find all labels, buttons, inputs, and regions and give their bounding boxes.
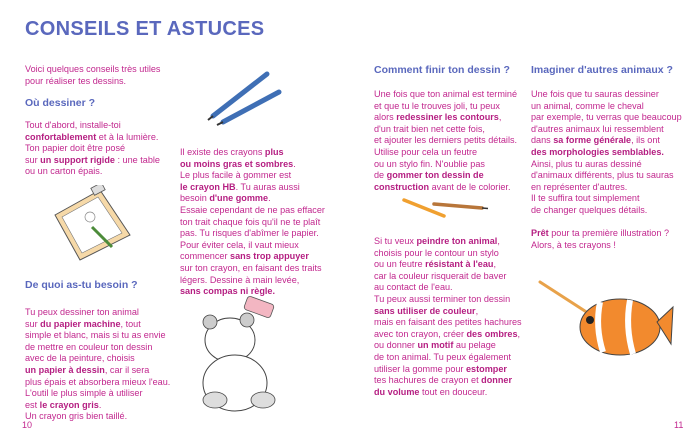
emphasis-text: des ombres — [466, 328, 518, 339]
emphasis-text: redessiner les contours — [396, 112, 499, 123]
emphasis-text: sa forme générale — [553, 135, 632, 146]
body-text: Tout d'abord, installe-toi — [25, 120, 121, 130]
emphasis-text: le crayon gris — [39, 399, 99, 410]
body-text: pour réaliser tes dessins. — [25, 75, 127, 86]
body-text: car la couleur risquerait de baver — [374, 270, 507, 281]
emphasis-text: peindre ton animal — [416, 236, 498, 246]
body-text: Voici quelques conseils très utiles — [25, 64, 161, 74]
body-text: tout en douceur. — [419, 386, 488, 397]
body-text: au contact de l'eau. — [374, 282, 453, 293]
body-text: , ils ont — [631, 135, 660, 146]
emphasis-text: gommer ton dessin de — [386, 170, 484, 181]
body-text: Une fois que tu sauras dessiner — [531, 89, 659, 99]
heading-besoin: De quoi as-tu besoin ? — [25, 279, 138, 291]
body-text: Ainsi, plus tu auras dessiné — [531, 158, 642, 169]
emphasis-text: plus — [264, 147, 284, 157]
heading-finir: Comment finir ton dessin ? — [374, 64, 510, 76]
emphasis-text: résistant à l'eau — [425, 259, 494, 270]
body-text: de — [374, 170, 387, 181]
body-text: Utilise pour cela un feutre — [374, 146, 478, 157]
body-text: sur — [25, 318, 41, 329]
body-text: ou un stylo fin. N'oublie pas — [374, 158, 485, 169]
body-text: ou un carton épais. — [25, 166, 103, 177]
emphasis-text: sans compas ni règle. — [180, 286, 276, 297]
body-text: alors — [374, 112, 397, 123]
body-text: un animal, comme le cheval — [531, 100, 644, 111]
emphasis-text: confortablement — [25, 131, 97, 142]
body-text: choisis pour le contour un stylo — [374, 247, 499, 258]
body-text: Ton papier doit être posé — [25, 143, 126, 154]
emphasis-text: un papier à dessin — [25, 364, 105, 375]
body-text: Pour éviter cela, il vaut mieux — [180, 239, 299, 250]
emphasis-text: du papier machine — [40, 318, 121, 329]
body-text: et à la lumière. — [96, 131, 159, 142]
body-text: et que tu le trouves joli, tu peux — [374, 100, 500, 111]
body-text: : une table — [114, 154, 160, 165]
body-text: est — [25, 399, 40, 410]
body-text: . — [293, 158, 296, 169]
body-text: sur ton crayon, en faisant des traits — [180, 262, 322, 273]
body-text: de mettre en couleur ton dessin — [25, 341, 153, 352]
body-text: avec ton crayon, créer — [374, 328, 467, 339]
body-text: commencer — [180, 251, 231, 262]
heading-imaginer: Imaginer d'autres animaux ? — [531, 64, 673, 76]
body-text: . — [98, 399, 102, 410]
body-text: , — [475, 305, 479, 316]
body-text: , — [497, 236, 500, 246]
intro-text — [25, 64, 160, 87]
emphasis-text: estomper — [466, 363, 507, 374]
body-text: tes hachures de crayon et — [374, 375, 482, 386]
ou-dessiner-text — [25, 120, 160, 178]
body-text: Si tu veux — [374, 236, 417, 246]
pencils-illustration — [205, 68, 285, 128]
emphasis-text: Prêt — [531, 228, 549, 239]
emphasis-text: d'une gomme — [209, 193, 269, 204]
body-text: Une fois que ton animal est terminé — [374, 89, 518, 99]
body-text: utiliser la gomme pour — [374, 363, 466, 374]
clownfish-illustration — [535, 272, 675, 372]
body-text: Tu peux dessiner ton animal — [25, 307, 139, 317]
emphasis-text: un support rigide — [40, 154, 115, 165]
clipboard-illustration — [40, 185, 140, 265]
besoin-text — [25, 307, 170, 423]
body-text: , tout — [120, 318, 141, 329]
body-text: Essaie cependant de ne pas effacer — [180, 204, 325, 215]
body-text: pour ta première illustration ? — [548, 228, 669, 239]
body-text: légers. Dessine à main levée, — [180, 274, 300, 285]
body-text: mais en faisant des petites hachures — [374, 317, 522, 328]
body-text: dans — [531, 135, 554, 146]
body-text: besoin — [180, 193, 210, 204]
heading-ou-dessiner: Où dessiner ? — [25, 97, 96, 109]
body-text: Tu peux aussi terminer ton dessin — [374, 293, 511, 304]
page-number-left: 10 — [22, 420, 33, 430]
emphasis-text: construction — [374, 181, 430, 192]
emphasis-text: ou moins gras et sombres — [180, 158, 294, 169]
body-text: , — [517, 328, 521, 339]
body-text: avant de le colorier. — [429, 181, 511, 192]
body-text: ou un feutre — [374, 259, 426, 270]
body-text: , — [498, 112, 502, 123]
crayons-text — [180, 147, 325, 298]
body-text: en représenter d'autres. — [531, 181, 628, 192]
body-text: sur — [25, 154, 41, 165]
body-text: . — [268, 193, 271, 204]
page-title: CONSEILS ET ASTUCES — [25, 18, 265, 40]
emphasis-text: le crayon HB — [180, 181, 236, 192]
body-text: , — [493, 259, 496, 270]
emphasis-text: sans trop appuyer — [230, 251, 309, 262]
body-text: d'autres animaux lui ressemblent — [531, 123, 664, 134]
body-text: avec de la peinture, choisis — [25, 353, 135, 364]
body-text: ton trait chaque fois qu'il ne te plaît — [180, 216, 321, 227]
body-text: d'animaux différents, plus tu sauras — [531, 170, 674, 181]
finir-text — [374, 89, 517, 193]
body-text: . Tu auras aussi — [235, 181, 300, 192]
body-text: Il te suffira tout simplement — [531, 193, 640, 204]
emphasis-text: des morphologies semblables. — [531, 146, 664, 157]
body-text: plus épais et absorbera mieux l'eau. — [25, 376, 171, 387]
emphasis-text: donner — [481, 375, 512, 386]
body-text: Il existe des crayons — [180, 147, 265, 157]
body-text: ou donner — [374, 340, 418, 351]
body-text: Alors, à tes crayons ! — [531, 239, 616, 250]
body-text: de changer quelques détails. — [531, 204, 648, 215]
body-text: L'outil le plus simple à utiliser — [25, 388, 143, 399]
emphasis-text: du volume — [374, 386, 420, 397]
page-number-right: 11 — [674, 420, 684, 430]
emphasis-text: un motif — [417, 340, 454, 351]
body-text: Un crayon gris bien taillé. — [25, 411, 128, 422]
body-text: de ton animal. Tu peux également — [374, 351, 512, 362]
body-text: par exemple, tu verras que beaucoup — [531, 112, 682, 123]
colored-pencils-illustration — [400, 196, 490, 221]
body-text: simple et blanc, mais si tu as envie — [25, 330, 166, 341]
imaginer-text — [531, 89, 682, 251]
panda-illustration — [185, 295, 295, 415]
body-text: et ajouter les derniers petits détails. — [374, 135, 518, 146]
body-text: pas. Tu risques d'abîmer le papier. — [180, 228, 319, 239]
body-text: Le plus facile à gommer est — [180, 170, 292, 181]
body-text: , car il sera — [104, 364, 150, 375]
emphasis-text: sans utiliser de couleur — [374, 305, 476, 316]
body-text: au pelage — [453, 340, 496, 351]
peindre-text — [374, 236, 522, 398]
body-text: d'un trait bien net cette fois, — [374, 123, 485, 134]
